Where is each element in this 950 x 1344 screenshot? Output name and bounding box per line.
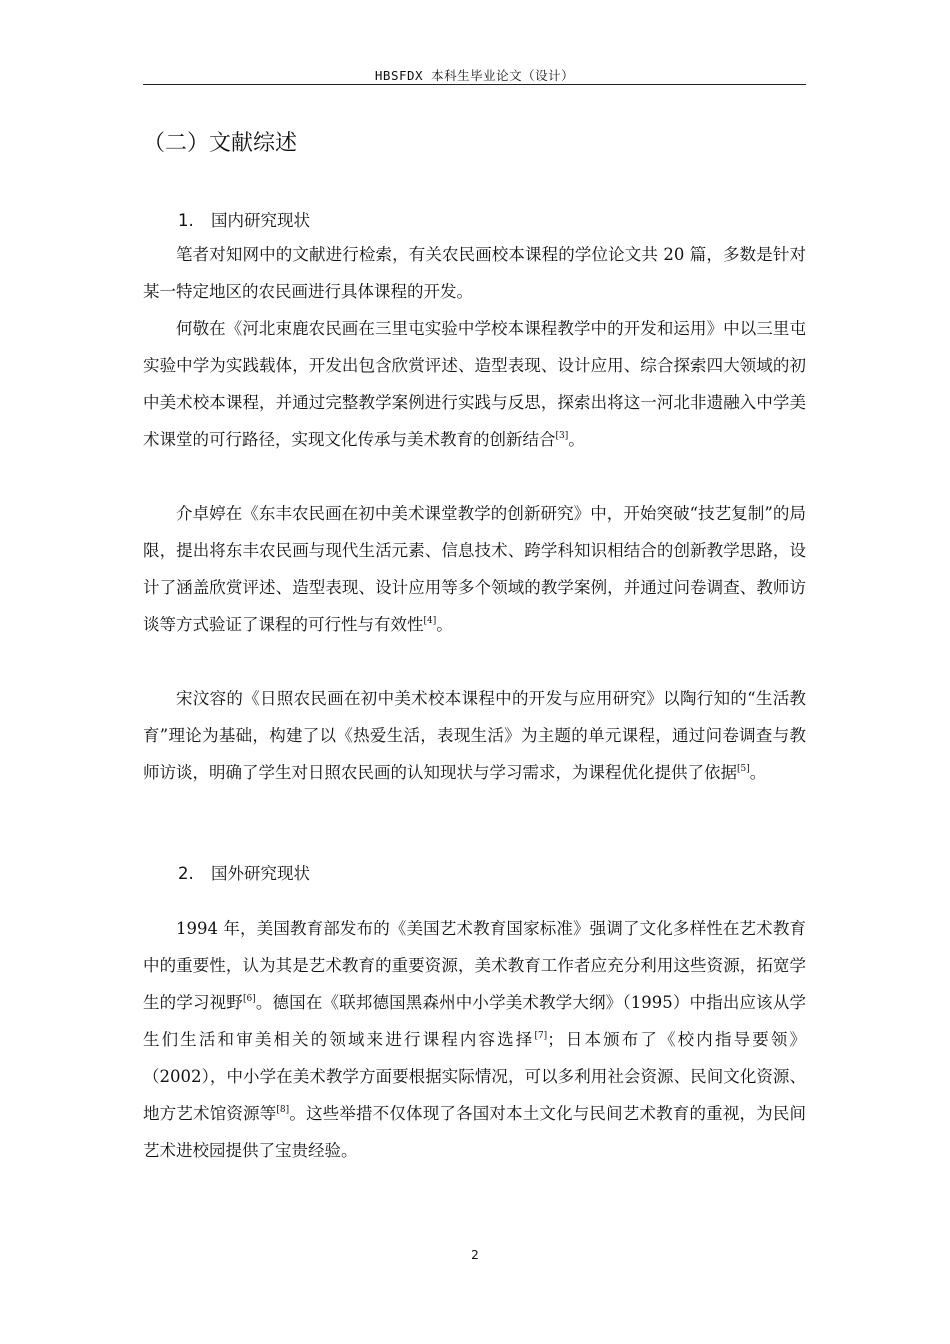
header-rule [143, 84, 806, 85]
paragraph-domestic-2 [143, 310, 806, 458]
paragraph-foreign-1 [143, 910, 806, 1169]
page-number: 2 [471, 1248, 479, 1262]
paragraph-text: 1994 年，美国教育部发布的《美国艺术教育国家标准》强调了文化多样性在艺术教育中的重要性，认为其是艺术教育的重要资源，美术教育工作者应充分利用这些资源，拓宽学生的学习视野 [143, 919, 806, 1012]
paragraph-domestic-4 [143, 680, 806, 791]
subsection-title: 国内研究现状 [211, 211, 310, 230]
subsection-title: 国外研究现状 [211, 864, 310, 883]
paragraph-end: 。 [568, 430, 585, 449]
paragraph-end: 。 [436, 615, 453, 634]
paragraph-domestic-3 [143, 495, 806, 643]
paragraph-text: 。德国在《联邦德国黑森州中小学美术教学大纲》（1995）中指出应该从学生们生活和审美相关的领域来进行课程内容选择 [143, 993, 806, 1049]
paragraph-text: 何敬在《河北束鹿农民画在三里屯实验中学校本课程教学中的开发和运用》中以三里屯实验中学为实践载体，开发出包含欣赏评述、造型表现、设计应用、综合探索四大领域的初中美术校本课程，并通过完整教学案例进行实践与反思，探索出将这一河北非遗融入中学美术课堂的可行路径，实现文化传承与美术教育的创新结合 [143, 319, 806, 449]
section-title: （二）文献综述 [143, 131, 298, 156]
paragraph-text: 宋汶容的《日照农民画在初中美术校本课程中的开发与应用研究》以陶行知的“生活教育”理论为基础，构建了以《热爱生活，表现生活》为主题的单元课程，通过问卷调查与教师访谈，明确了学生对日照农民画的认知现状与学习需求，为课程优化提供了依据 [143, 689, 806, 782]
citation-ref: [4] [423, 616, 437, 626]
citation-ref: [7] [534, 1031, 548, 1041]
subsection-foreign-heading [178, 860, 310, 884]
citation-ref: [3] [555, 431, 569, 441]
paragraph-text: ；日本颁布了《校内指导要领》（2002），中小学在美术教学方面要根据实际情况，可以多利用社会资源、民间文化资源、地方艺术馆资源等 [143, 1030, 807, 1123]
subsection-domestic-heading [178, 207, 310, 231]
citation-ref: [8] [276, 1105, 290, 1115]
running-header: HBSFDX 本科生毕业论文（设计） [374, 68, 575, 83]
paragraph-end: 。 [749, 763, 767, 782]
paragraph-text: 。这些举措不仅体现了各国对本土文化与民间艺术教育的重视，为民间艺术进校园提供了宝贵经验。 [143, 1104, 807, 1160]
citation-ref: [6] [242, 994, 256, 1004]
subsection-number: 1. [178, 211, 194, 230]
paragraph-text: 介卓婷在《东丰农民画在初中美术课堂教学的创新研究》中，开始突破“技艺复制”的局限，提出将东丰农民画与现代生活元素、信息技术、跨学科知识相结合的创新教学思路，设计了涵盖欣赏评述、造型表现、设计应用等多个领域的教学案例，并通过问卷调查、教师访谈等方式验证了课程的可行性与有效性 [143, 504, 806, 634]
citation-ref: [5] [737, 764, 750, 774]
subsection-number: 2. [178, 864, 194, 883]
paragraph-domestic-1: 笔者对知网中的文献进行检索，有关农民画校本课程的学位论文共 20 篇，多数是针对某一特定地区的农民画进行具体课程的开发。 [143, 245, 806, 301]
